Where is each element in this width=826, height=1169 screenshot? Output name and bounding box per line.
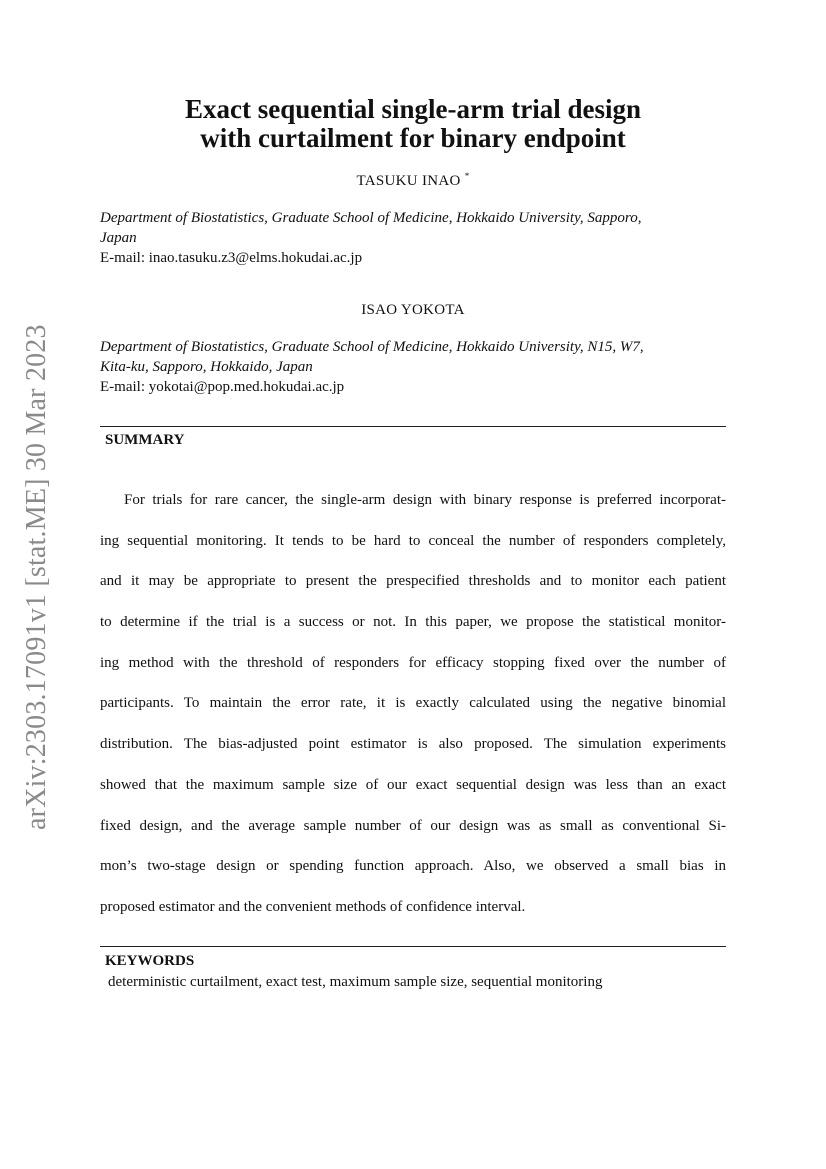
summary-line: fixed design, and the average sample number of our design was as small as conventional Si- bbox=[100, 817, 726, 834]
author-1-department-line-1: Department of Biostatistics, Graduate School of Medicine, Hokkaido University, Sapporo, bbox=[100, 210, 642, 226]
keywords-list: deterministic curtailment, exact test, maximum sample size, sequential monitoring bbox=[108, 974, 603, 990]
summary-line: to determine if the trial is a success or not. In this paper, we propose the statistical monitor- bbox=[100, 614, 726, 631]
author-1-name: TASUKU INAO bbox=[356, 173, 461, 189]
author-2-department-line-1: Department of Biostatistics, Graduate School of Medicine, Hokkaido University, N15, W7, bbox=[100, 339, 644, 355]
author-2-name: ISAO YOKOTA bbox=[361, 302, 465, 318]
author-1-affiliation bbox=[100, 208, 726, 268]
summary-line: ing sequential monitoring. It tends to be hard to conceal the number of responders completely, bbox=[100, 532, 726, 549]
summary-line: distribution. The bias-adjusted point estimator is also proposed. The simulation experiments bbox=[100, 736, 726, 753]
author-1-email: E-mail: inao.tasuku.z3@elms.hokudai.ac.jp bbox=[100, 250, 363, 266]
paper-title-line-2: with curtailment for binary endpoint bbox=[200, 123, 626, 153]
summary-heading: SUMMARY bbox=[105, 432, 185, 448]
author-2 bbox=[0, 302, 826, 319]
paper-title bbox=[0, 95, 826, 153]
summary-line: mon’s two-stage design or spending function approach. Also, we observed a small bias in bbox=[100, 858, 726, 875]
keywords-heading: KEYWORDS bbox=[105, 953, 195, 969]
author-1 bbox=[0, 171, 826, 190]
paper-title-line-1: Exact sequential single-arm trial design bbox=[185, 94, 641, 124]
author-1-footnote-mark: * bbox=[464, 171, 470, 181]
author-2-affiliation bbox=[100, 337, 726, 397]
summary-line: ing method with the threshold of responders for efficacy stopping fixed over the number of bbox=[100, 654, 726, 671]
summary-top-rule bbox=[100, 426, 726, 427]
summary-line: For trials for rare cancer, the single-arm design with binary response is preferred incorporat- bbox=[124, 492, 726, 508]
summary-body bbox=[100, 488, 726, 936]
summary-line: participants. To maintain the error rate, it is exactly calculated using the negative binomial bbox=[100, 695, 726, 712]
keywords-top-rule bbox=[100, 946, 726, 947]
summary-line: showed that the maximum sample size of our exact sequential design was less than an exact bbox=[100, 776, 726, 793]
summary-line: proposed estimator and the convenient methods of confidence interval. bbox=[100, 898, 526, 915]
summary-line: and it may be appropriate to present the prespecified thresholds and to monitor each patient bbox=[100, 573, 726, 590]
author-1-department-line-2: Japan bbox=[100, 230, 137, 246]
arxiv-identifier-stamp: arXiv:2303.17091v1 [stat.ME] 30 Mar 2023 bbox=[21, 324, 52, 830]
author-2-email: E-mail: yokotai@pop.med.hokudai.ac.jp bbox=[100, 379, 345, 395]
author-2-department-line-2: Kita-ku, Sapporo, Hokkaido, Japan bbox=[100, 359, 313, 375]
